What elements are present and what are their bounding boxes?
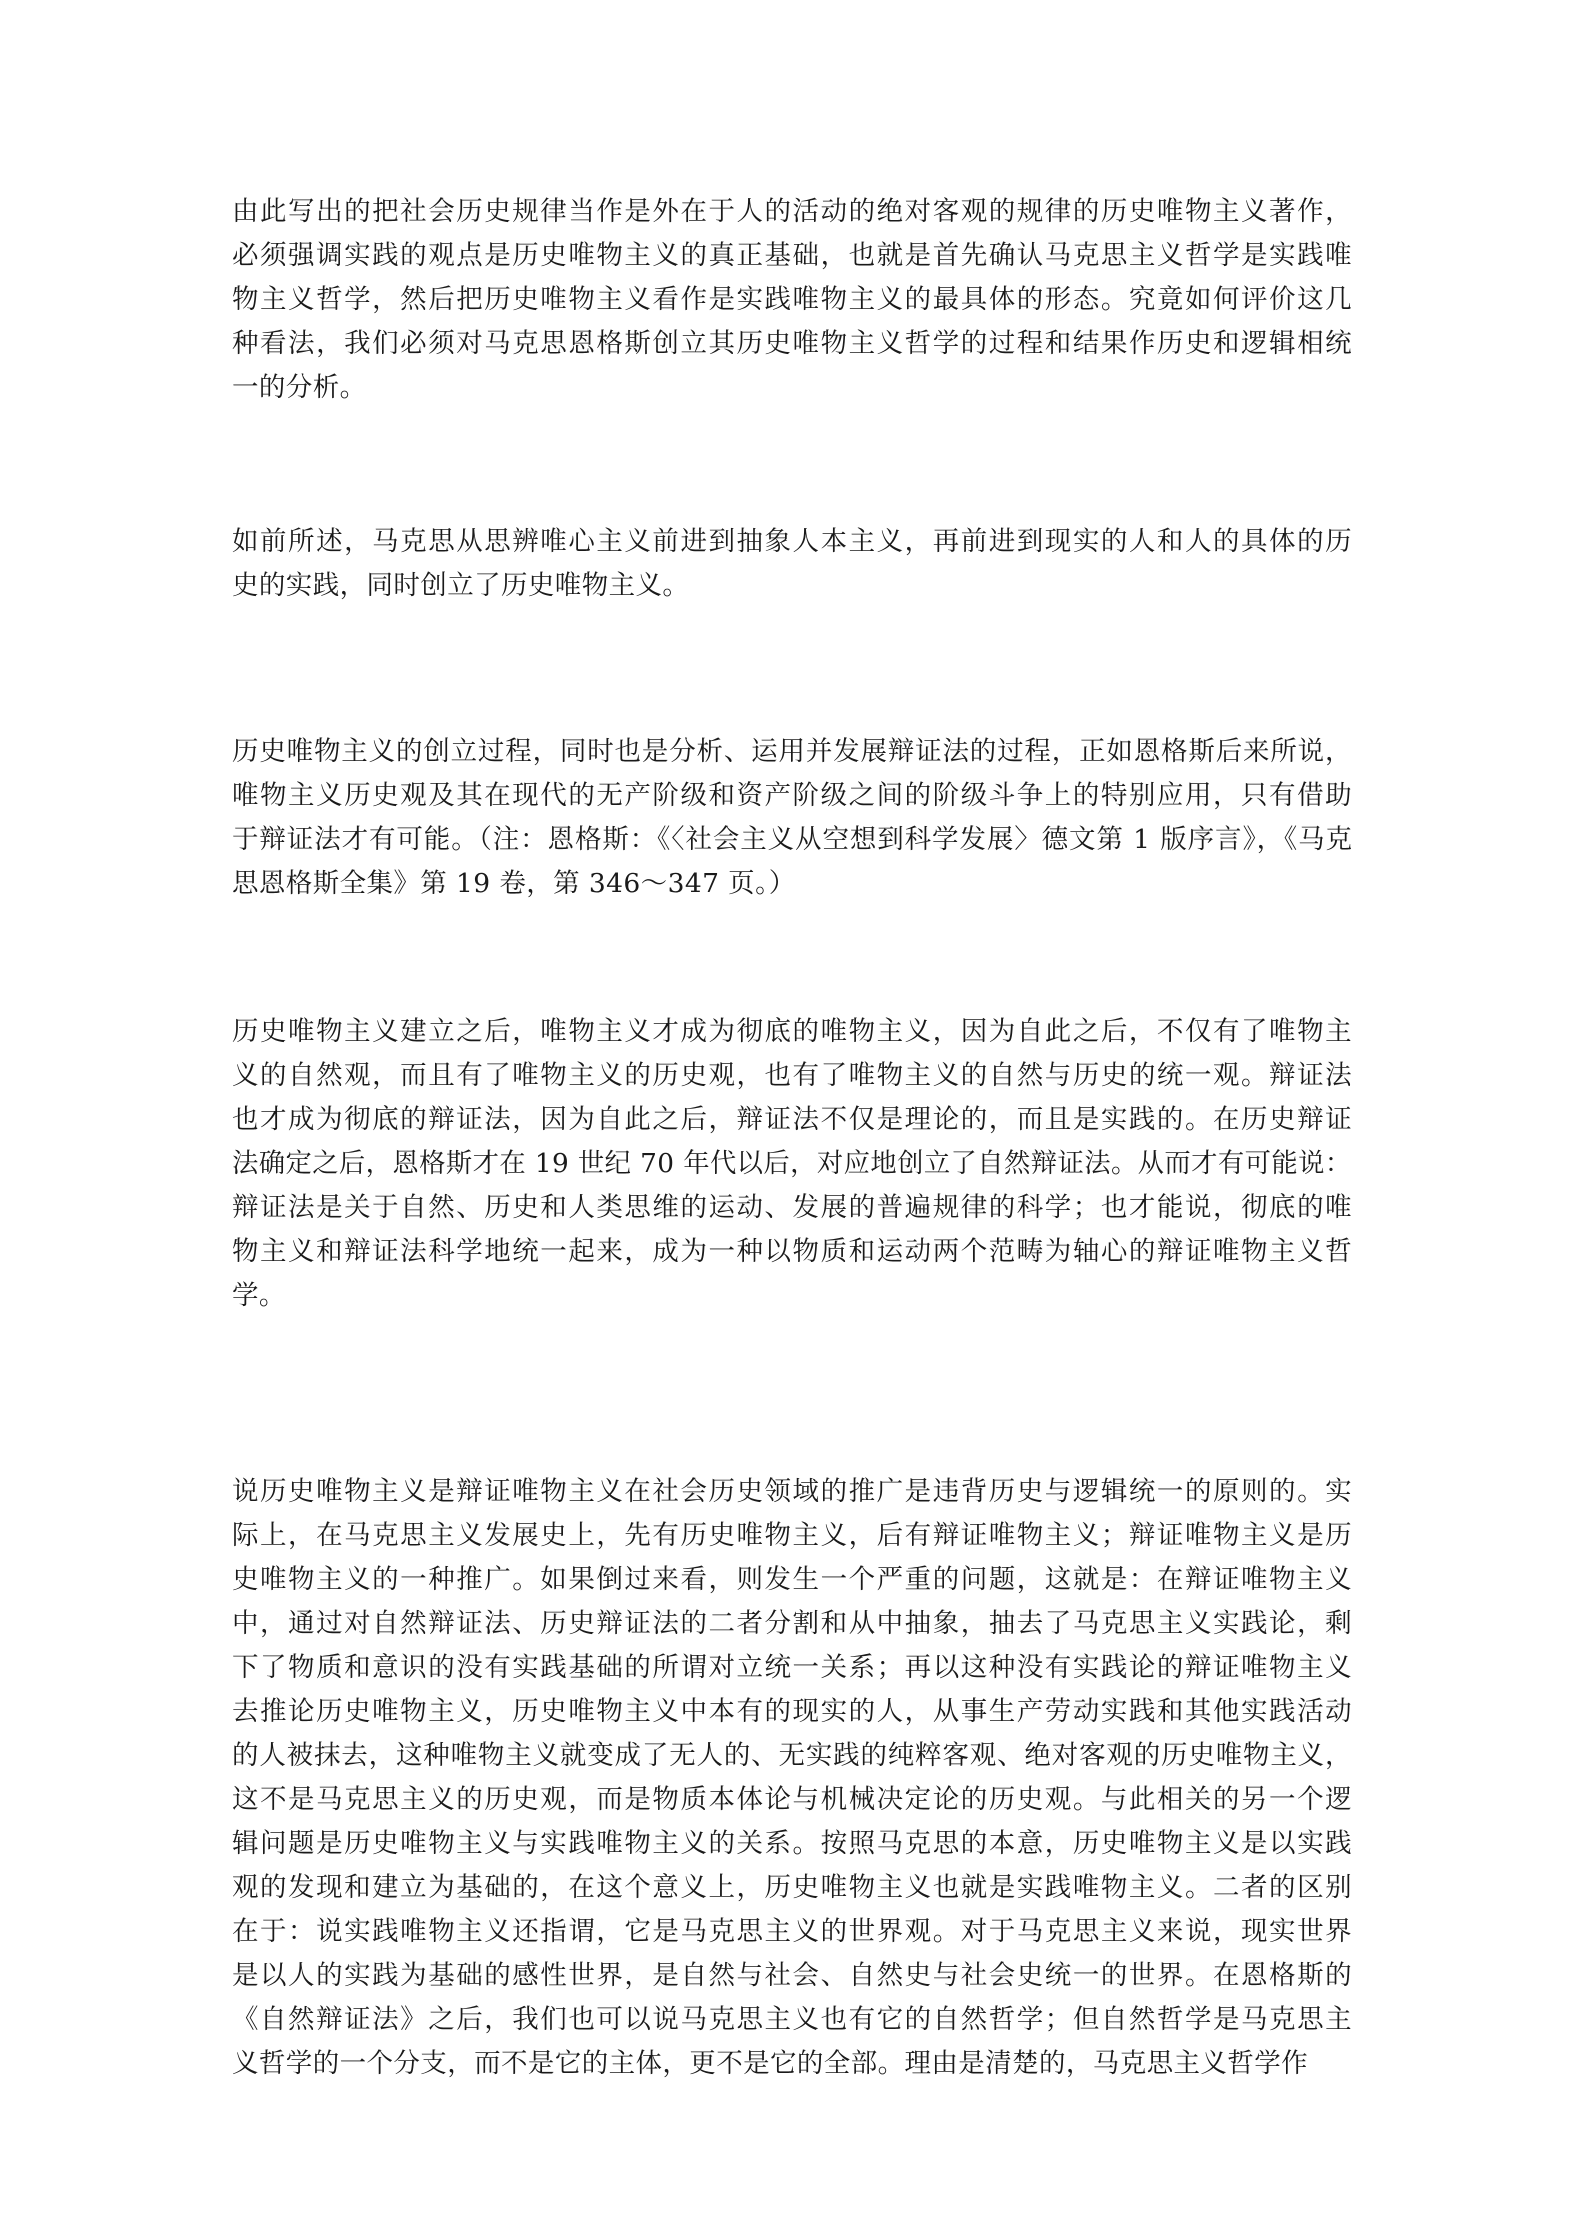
paragraph-line: 观的发现和建立为基础的，在这个意义上，历史唯物主义也就是实践唯物主义。二者的区别 [232,1872,1354,1903]
paragraph-line: 在于：说实践唯物主义还指谓，它是马克思主义的世界观。对于马克思主义来说，现实世界 [232,1916,1354,1947]
paragraph-line: 思恩格斯全集》第 19 卷，第 346～347 页。） [232,868,796,899]
paragraph-line: 法确定之后，恩格斯才在 19 世纪 70 年代以后，对应地创立了自然辩证法。从而才有可能说： [232,1148,1352,1179]
paragraph-line: 说历史唯物主义是辩证唯物主义在社会历史领域的推广是违背历史与逻辑统一的原则的。实 [232,1476,1354,1507]
paragraph-line: 义哲学的一个分支，而不是它的主体，更不是它的全部。理由是清楚的，马克思主义哲学作 [232,2048,1308,2079]
paragraph-line: 际上，在马克思主义发展史上，先有历史唯物主义，后有辩证唯物主义；辩证唯物主义是历 [232,1520,1354,1551]
paragraph-line: 必须强调实践的观点是历史唯物主义的真正基础，也就是首先确认马克思主义哲学是实践唯 [232,240,1354,271]
paragraph-line: 于辩证法才有可能。（注：恩格斯：《〈社会主义从空想到科学发展〉德文第 1 版序言》，《马克 [232,824,1353,855]
paragraph-line: 如前所述，马克思从思辨唯心主义前进到抽象人本主义，再前进到现实的人和人的具体的历 [232,526,1354,557]
paragraph-5 [232,1470,1352,2086]
paragraph-line: 学。 [232,1280,286,1311]
paragraph-line: 去推论历史唯物主义，历史唯物主义中本有的现实的人，从事生产劳动实践和其他实践活动 [232,1696,1354,1727]
paragraph-line: 物主义和辩证法科学地统一起来，成为一种以物质和运动两个范畴为轴心的辩证唯物主义哲 [232,1236,1354,1267]
paragraph-line: 辑问题是历史唯物主义与实践唯物主义的关系。按照马克思的本意，历史唯物主义是以实践 [232,1828,1354,1859]
paragraph-line: 史唯物主义的一种推广。如果倒过来看，则发生一个严重的问题，这就是：在辩证唯物主义 [232,1564,1354,1595]
paragraph-line: 是以人的实践为基础的感性世界，是自然与社会、自然史与社会史统一的世界。在恩格斯的 [232,1960,1354,1991]
paragraph-line: 的人被抹去，这种唯物主义就变成了无人的、无实践的纯粹客观、绝对客观的历史唯物主义， [232,1740,1353,1771]
paragraph-line: 中，通过对自然辩证法、历史辩证法的二者分割和从中抽象，抽去了马克思主义实践论，剩 [232,1608,1354,1639]
paragraph-3 [232,730,1352,906]
paragraph-line: 这不是马克思主义的历史观，而是物质本体论与机械决定论的历史观。与此相关的另一个逻 [232,1784,1354,1815]
paragraph-line: 历史唯物主义的创立过程，同时也是分析、运用并发展辩证法的过程，正如恩格斯后来所说， [232,736,1353,767]
paragraph-4 [232,1010,1352,1318]
paragraph-line: 下了物质和意识的没有实践基础的所谓对立统一关系；再以这种没有实践论的辩证唯物主义 [232,1652,1354,1683]
paragraph-line: 辩证法是关于自然、历史和人类思维的运动、发展的普遍规律的科学；也才能说，彻底的唯 [232,1192,1354,1223]
paragraph-line: 唯物主义历史观及其在现代的无产阶级和资产阶级之间的阶级斗争上的特别应用，只有借助 [232,780,1354,811]
paragraph-line: 一的分析。 [232,372,367,403]
paragraph-line: 《自然辩证法》之后，我们也可以说马克思主义也有它的自然哲学；但自然哲学是马克思主 [232,2004,1354,2035]
paragraph-line: 物主义哲学，然后把历史唯物主义看作是实践唯物主义的最具体的形态。究竟如何评价这几 [232,284,1354,315]
paragraph-line: 历史唯物主义建立之后，唯物主义才成为彻底的唯物主义，因为自此之后，不仅有了唯物主 [232,1016,1354,1047]
paragraph-line: 史的实践，同时创立了历史唯物主义。 [232,570,690,601]
paragraph-2 [232,520,1352,608]
paragraph-line: 义的自然观，而且有了唯物主义的历史观，也有了唯物主义的自然与历史的统一观。辩证法 [232,1060,1354,1091]
paragraph-line: 由此写出的把社会历史规律当作是外在于人的活动的绝对客观的规律的历史唯物主义著作， [232,196,1354,227]
paragraph-line: 种看法，我们必须对马克思恩格斯创立其历史唯物主义哲学的过程和结果作历史和逻辑相统 [232,328,1354,359]
paragraph-1 [232,190,1352,410]
paragraph-line: 也才成为彻底的辩证法，因为自此之后，辩证法不仅是理论的，而且是实践的。在历史辩证 [232,1104,1354,1135]
